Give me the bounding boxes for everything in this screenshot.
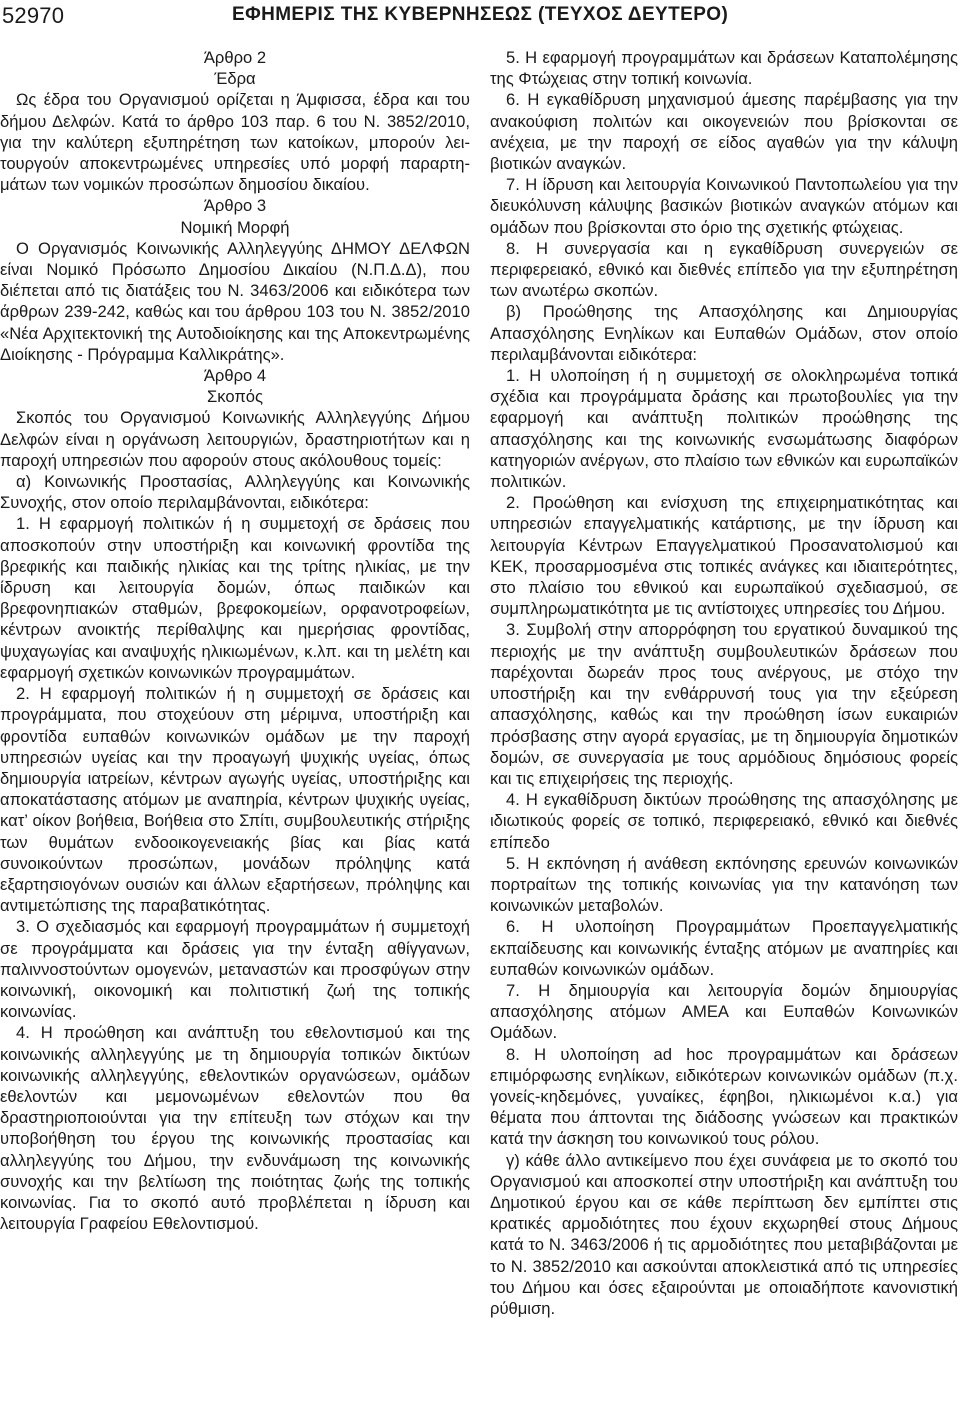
section-a-item-6: 6. Η εγκαθίδρυση μηχανισμού άμεσης παρέμβασης για την ανακούφιση πολιτών και οικογενειών που βρίσκονται σε ανέχεια, με την παροχή σε είδος αγαθών για την κάλυψη βιοτικών αναγκών.: [490, 90, 958, 174]
left-column: [0, 47, 470, 1234]
section-a-item-1: 1. Η εφαρμογή πολιτικών ή η συμμετοχή σε δράσεις που αποσκοπούν στην υποστήριξη και κοινωνική φροντίδα της βρεφικής και παιδικής ηλικίας και της τρίτης ηλικίας, με την ίδρυση και λειτουργία δομών, όπως παιδικών και βρεφονηπιακών σταθμών, βρεφοκομείων, ορφανοτροφείων, κέντρων ανοικτής περίθαλψης και ημερήσιας φροντίδας, ψυχαγωγίας και αναψυχής ηλικιωμένων, κ.λπ. και τη μελέτη και εφαρμογή σχετικών κοινωνικών προγραμμάτων.: [0, 514, 470, 682]
section-b-item-1: 1. Η υλοποίηση ή η συμμετοχή σε ολοκληρωμένα τοπικά σχέδια και προγράμματα δράσης και πρωτοβουλίες για την εφαρμογή και ανάπτυξη πολιτικών προώθησης της απασχόλησης και της κοινωνικής ενσωμάτωσης διαφόρων κατηγοριών ανέργων, στο πλαίσιο των εθνικών και ευρωπαϊκών πολιτικών.: [490, 366, 958, 492]
section-b-item-5: 5. Η εκπόνηση ή ανάθεση εκπόνησης ερευνών κοινωνικών πορτραίτων της τοπικής κοινωνίας για την κατανόηση των κοινωνικών μεταβολών.: [490, 853, 958, 916]
article-3-text: Ο Οργανισμός Κοινωνικής Αλληλεγγύης ΔΗΜΟΥ ΔΕΛΦΩΝ είναι Νομικό Πρόσωπο Δημοσίου Δικαίου (Ν.Π.Δ.Δ), που διέπεται από τις διατάξεις του Ν. 3463/2006 και ειδικότερα των άρθρων 239-242, καθώς και του άρθρου 103 του Ν. 3852/2010 «Νέα Αρχιτεκτονική της Αυτοδιοίκησης και της Αποκεντρωμένης Διοίκησης - Πρόγραμμα Καλλικράτης».: [0, 238, 470, 364]
page-header: [0, 0, 960, 36]
section-a-item-2: 2. Η εφαρμογή πολιτικών ή η συμμετοχή σε δράσεις και προγράμματα, που στοχεύουν στη μέριμνα, υποστήριξη και φροντίδα ευπαθών κοινωνικών ομάδων με την παροχή υπηρεσιών υγείας και την προαγωγή ψυχικής υγείας, όπως δημιουργία ιατρείων, κέντρων αγωγής υγείας, υποστήριξης και αποκατάστασης ατόμων με αναπηρία, κέντρων ψυχικής υγείας, κατ’ οίκον βοήθεια, Βοήθεια στο Σπίτι, συμβουλευτικής στήριξης των θυμάτων ενδοοικογενειακής βίας και βίας κατά συνοικούντων προσώπων, μονάδων πρόληψης κατά εξαρτησιογόνων ουσιών και άλλων εξαρτήσεων, πρόληψης και αντιμετώπισης της παραβατικότητας.: [0, 684, 470, 916]
section-b-item-2: 2. Προώθηση και ενίσχυση της επιχειρηματικότητας και υπηρεσιών επαγγελματικής κατάρτισης, με την ίδρυση και λειτουργία Κέντρων Επαγγελματικού Προσανατολισμού και ΚΕΚ, προσαρμοσμένα στις τοπικές ανάγκες και ιδιαιτερότητες, στο πλαίσιο του εθνικού και ευρωπαϊκού σχεδιασμού, σε συμπληρωματικότητα με τις αντίστοιχες υπηρεσίες του Δήμου.: [490, 493, 958, 619]
section-b-item-8: 8. Η υλοποίηση ad hoc προγραμμάτων και δράσεων επιμόρφωσης ενηλίκων, ειδικότερων κοινωνικών ομάδων (π.χ. γονείς-κηδεμόνες, γυναίκες, έφηβοι, ηλικιωμένοι κ.α.) για θέματα που άπτονται της διάδοσης γνώσεων και πρακτικών κατά την άσκηση του κοινωνικού τους ρόλου.: [490, 1044, 958, 1149]
article-2-text: Ως έδρα του Οργανισμού ορίζεται η Άμφισσα, έδρα και του δήμου Δελφών. Κατά το άρθρο 103 παρ. 6 του Ν. 3852/2010, για την καλύτερη εξυπηρέτηση των κατοίκων, μπορούν λειτουργούν αποκεντρωμένες υπηρεσίες υπό μορφή παραρτημάτων των νομικών προσώπων δημοσίου δικαίου.: [0, 90, 470, 195]
section-b-item-3: 3. Συμβολή στην απορρόφηση του εργατικού δυναμικού της περιοχής με την ανάπτυξη συμβουλευτικών δράσεων που παρέχονται δωρεάν προς τους ανέργους, με στόχο την υποστήριξη και την ενθάρρυνσή τους για την εξεύρεση απασχόλησης, καθώς και την προώθηση ίσων ευκαιριών πρόσβασης στην αγορά εργασίας, με τη δημιουργία δημοτικών δομών, σε συνεργασία με τους αρμόδιους δημόσιους φορείς και τις επιχειρήσεις της περιοχής.: [490, 620, 958, 788]
section-a-intro: α) Κοινωνικής Προστασίας, Αλληλεγγύης και Κοινωνικής Συνοχής, στον οποίο περιλαμβάνονται, ειδικότερα:: [0, 472, 470, 513]
article-4-heading: Άρθρο 4: [203, 366, 267, 386]
section-a-item-4: 4. Η προώθηση και ανάπτυξη του εθελοντισμού και της κοινωνικής αλληλεγγύης με τη δημιουργία τοπικών δικτύων κοινωνικής αλληλεγγύης, εθελοντικών οργανώσεων, ομάδων εθελοντών και μεμονωμένων εθελοντών που θα δραστηριοποιούνται για την επίτευξη των στόχων και την υποβοήθηση του έργου της κοινωνικής προστασίας και αλληλεγγύης του Δήμου, την ενδυνάμωση της κοινωνικής συνοχής και την βελτίωση της ποιότητας ζωής της τοπικής κοινωνίας. Για το σκοπό αυτό προβλέπεται η ίδρυση και λειτουργία Γραφείου Εθελοντισμού.: [0, 1023, 470, 1234]
article-2-subtitle: Έδρα: [214, 69, 256, 89]
section-a-item-5: 5. Η εφαρμογή προγραμμάτων και δράσεων Καταπολέμησης της Φτώχειας στην τοπική κοινωνία.: [490, 48, 958, 89]
section-c-text: γ) κάθε άλλο αντικείμενο που έχει συνάφεια με το σκοπό του Οργανισμού και αποσκοπεί στην υποστήριξη και ανάπτυξη του Δημοτικού έργου και σε κάθε περίπτωση δεν εμπίπτει στις κρατικές αρμοδιότητες που έχουν εκχωρηθεί στους Δήμους κατά το Ν. 3463/2006 ή τις αρμοδιότητες που μεταβιβάζονται με το Ν. 3852/2010 και ασκούνται αποκλειστικά από τις υπηρεσίες του Δήμου και όσες εξαιρούνται με οποιαδήποτε κανονιστική ρύθμιση.: [490, 1150, 958, 1318]
article-3-heading: Άρθρο 3: [203, 196, 267, 216]
right-column: [490, 47, 958, 1319]
gazette-title: ΕΦΗΜΕΡΙΣ ΤΗΣ ΚΥΒΕΡΝΗΣΕΩΣ (ΤΕΥΧΟΣ ΔΕΥΤΕΡΟ): [232, 4, 729, 25]
section-a-item-3: 3. Ο σχεδιασμός και εφαρμογή προγραμμάτων ή συμμετοχή σε προγράμματα και δράσεις για την ένταξη αθίγγανων, παλιννοστούντων ομογενών, μεταναστών και προσφύγων στην κοινωνική, οικονομική και πολιτιστική ζωή της τοπικής κοινωνίας.: [0, 917, 470, 1022]
article-4-subtitle: Σκοπός: [206, 387, 264, 407]
section-b-item-7: 7. Η δημιουργία και λειτουργία δομών δημιουργίας απασχόλησης ατόμων ΑΜΕΑ και Ευπαθών Κοινωνικών Ομάδων.: [490, 980, 958, 1043]
article-2-heading: Άρθρο 2: [203, 48, 267, 67]
section-b-intro: β) Προώθησης της Απασχόλησης και Δημιουργίας Απασχόλησης Ενηλίκων και Ευπαθών Ομάδων, στον οποίο περιλαμβάνονται ειδικότερα:: [490, 302, 958, 364]
section-a-item-7: 7. Η ίδρυση και λειτουργία Κοινωνικού Παντοπωλείου για την διευκόλυνση κάλυψης βασικών βιοτικών αναγκών ατόμων και ομάδων που βρίσκονται στο όριο της σχετικής φτώχειας.: [490, 175, 958, 237]
article-4-intro: Σκοπός του Οργανισμού Κοινωνικής Αλληλεγγύης Δήμου Δελφών είναι η οργάνωση λειτουργιών, δραστηριοτήτων και η παροχή υπηρεσιών που αφορούν στους ακόλουθους τομείς:: [0, 408, 470, 470]
page-number: 52970: [2, 3, 65, 28]
article-3-subtitle: Νομική Μορφή: [180, 217, 290, 237]
section-b-item-6: 6. Η υλοποίηση Προγραμμάτων Προεπαγγελματικής εκπαίδευσης και κοινωνικής ένταξης ατόμων με αναπηρίες και ευπαθών κοινωνικών ομάδων.: [490, 917, 958, 979]
section-a-item-8: 8. Η συνεργασία και η εγκαθίδρυση συνεργειών σε περιφερειακό, εθνικό και διεθνές επίπεδο για την εξυπηρέτηση των ανωτέρω σκοπών.: [490, 238, 958, 301]
section-b-item-4: 4. Η εγκαθίδρυση δικτύων προώθησης της απασχόλησης με ιδιωτικούς φορείς σε τοπικό, περιφερειακό, εθνικό και διεθνές επίπεδο: [490, 790, 958, 852]
